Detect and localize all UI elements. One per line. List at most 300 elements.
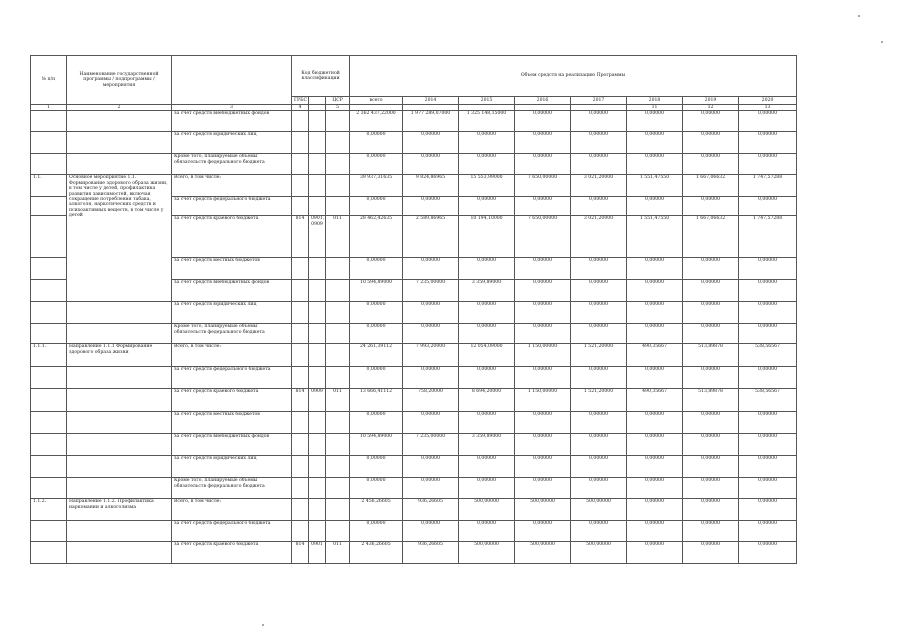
amount-cell: 0,00000	[350, 324, 403, 344]
amount-cell: 0,00000	[403, 478, 459, 499]
scan-speck	[858, 15, 860, 17]
rzpr-code	[309, 478, 326, 499]
amount-cell: 0,00000	[459, 478, 515, 499]
amount-cell: 0,00000	[350, 521, 403, 542]
funding-source: за счет средств местных бюджетов	[172, 258, 292, 280]
amount-cell: 0,00000	[627, 456, 683, 478]
year-header: 2014	[403, 97, 459, 105]
amount-cell: 0,00000	[627, 111, 683, 132]
funding-source: Всего, в том числе:	[172, 499, 292, 521]
amount-cell: 0,00000	[350, 154, 403, 175]
year-header: всего	[350, 97, 403, 105]
amount-cell: 0,00000	[459, 456, 515, 478]
year-header: 2018	[627, 97, 683, 105]
row-index	[31, 478, 67, 499]
funding-source: за счет средств федерального бюджета	[172, 521, 292, 542]
amount-cell: 0,00000	[627, 132, 683, 154]
amount-cell: 0,00000	[515, 412, 571, 434]
row-description	[67, 302, 172, 324]
rzpr-code	[309, 324, 326, 344]
amount-cell: 0,00000	[739, 280, 797, 302]
amount-cell: 0,00000	[627, 542, 683, 564]
row-index	[31, 111, 67, 132]
year-header: 2017	[571, 97, 627, 105]
amount-cell: 0,00000	[403, 258, 459, 280]
grbs-code	[292, 456, 309, 478]
amount-cell: 1 521,20000	[571, 344, 627, 367]
amount-cell: 0,00000	[571, 132, 627, 154]
amount-cell: 0,00000	[515, 132, 571, 154]
funding-source: Кроме того, планируемые объемы обязательств федерального бюджета	[172, 478, 292, 499]
rzpr-code	[309, 280, 326, 302]
amount-cell: 0,00000	[350, 132, 403, 154]
amount-cell: 0,00000	[459, 324, 515, 344]
funding-source: за счет средств юридических лиц	[172, 302, 292, 324]
row-description	[67, 154, 172, 175]
amount-cell: 0,00000	[683, 499, 739, 521]
amount-cell: 0,00000	[515, 521, 571, 542]
row-description	[67, 521, 172, 542]
amount-cell: 7 235,00000	[403, 280, 459, 302]
rzpr-code: 0909	[309, 389, 326, 412]
csr-code: 011	[326, 389, 350, 412]
table-row	[31, 478, 797, 499]
amount-cell: 0,00000	[403, 302, 459, 324]
amount-cell: 538,56567	[739, 389, 797, 412]
amount-cell: 0,00000	[627, 521, 683, 542]
rzpr-code	[309, 367, 326, 389]
grbs-code	[292, 434, 309, 456]
amount-cell: 0,00000	[403, 367, 459, 389]
amount-cell: 3 021,20000	[571, 216, 627, 258]
row-index	[31, 324, 67, 344]
year-header: 2015	[459, 97, 515, 105]
table-row	[31, 344, 797, 367]
amount-cell: 0,00000	[571, 521, 627, 542]
year-header: 2019	[683, 97, 739, 105]
amount-cell: 1 667,06632	[683, 216, 739, 258]
amount-cell: 0,00000	[515, 434, 571, 456]
amount-cell: 500,00000	[571, 499, 627, 521]
amount-cell: 0,00000	[683, 434, 739, 456]
amount-cell: 0,00000	[515, 367, 571, 389]
row-description: Основное мероприятие 1.1. Формирование здорового образа жизни, в том числе у детей, профилактика развития зависимостей, включая сокращение потребления табака, алкоголя, наркотических средств и психоактивных веществ, в том числе у детей	[67, 175, 172, 302]
column-number: 4	[292, 105, 309, 111]
amount-cell: 0,00000	[515, 302, 571, 324]
amount-cell: 0,00000	[459, 197, 515, 216]
amount-cell: 2 436,26605	[350, 542, 403, 564]
amount-cell: 0,00000	[739, 302, 797, 324]
amount-cell: 936,26605	[403, 499, 459, 521]
amount-cell: 10 194,10000	[459, 216, 515, 258]
amount-cell: 513,89878	[683, 389, 739, 412]
row-index: 1.1.1.	[31, 344, 67, 367]
csr-header: ЦСР	[326, 97, 350, 105]
amount-cell: 490,35667	[627, 389, 683, 412]
amount-cell: 1 551,47550	[627, 175, 683, 197]
amount-cell: 1 325 148,15000	[459, 111, 515, 132]
amount-cell: 500,00000	[459, 542, 515, 564]
amount-cell: 1 977 289,07000	[403, 111, 459, 132]
funding-source: за счет средств федерального бюджета	[172, 367, 292, 389]
amount-cell: 490,35667	[627, 344, 683, 367]
amount-cell: 0,00000	[515, 197, 571, 216]
amount-cell: 0,00000	[739, 132, 797, 154]
amount-cell: 0,00000	[515, 324, 571, 344]
row-index	[31, 154, 67, 175]
csr-code	[326, 344, 350, 367]
rzpr-code	[309, 412, 326, 434]
csr-code	[326, 367, 350, 389]
table-row	[31, 132, 797, 154]
amount-cell: 0,00000	[403, 324, 459, 344]
amount-cell: 1 150,00000	[515, 344, 571, 367]
amount-cell: 0,00000	[739, 258, 797, 280]
funding-source: за счет средств внебюджетных фондов	[172, 280, 292, 302]
amount-cell: 1 551,47550	[627, 216, 683, 258]
funding-source: за счет средств краевого бюджета	[172, 389, 292, 412]
amount-cell: 0,00000	[683, 302, 739, 324]
amount-cell: 12 054,09000	[459, 344, 515, 367]
table-row	[31, 324, 797, 344]
row-index	[31, 280, 67, 302]
amount-cell: 0,00000	[571, 197, 627, 216]
amount-cell: 0,00000	[627, 154, 683, 175]
csr-code	[326, 434, 350, 456]
funding-source: за счет средств местных бюджетов	[172, 412, 292, 434]
row-description: Направление 1.1.2. Профилактика наркомании и алкоголизма	[67, 499, 172, 521]
amount-cell: 39 937,31635	[350, 175, 403, 197]
column-number: 11	[627, 105, 683, 111]
amount-cell: 0,00000	[403, 154, 459, 175]
row-index	[31, 216, 67, 258]
csr-code	[326, 111, 350, 132]
rzpr-code	[309, 258, 326, 280]
funding-source: за счет средств краевого бюджета	[172, 216, 292, 258]
amount-cell: 0,00000	[683, 412, 739, 434]
grbs-code: 814	[292, 389, 309, 412]
amount-cell: 500,00000	[515, 499, 571, 521]
csr-code	[326, 499, 350, 521]
amount-cell: 0,00000	[627, 258, 683, 280]
table-row	[31, 111, 797, 132]
csr-code	[326, 154, 350, 175]
amount-cell: 0,00000	[739, 521, 797, 542]
row-index	[31, 542, 67, 564]
amount-cell: 0,00000	[350, 478, 403, 499]
code-header: Код бюджетной классификации	[292, 56, 350, 97]
row-index: 1.1.	[31, 175, 67, 197]
amount-cell: 0,00000	[459, 367, 515, 389]
amount-cell: 24 261,39112	[350, 344, 403, 367]
amount-cell: 0,00000	[683, 111, 739, 132]
table-row	[31, 367, 797, 389]
amount-cell: 0,00000	[350, 367, 403, 389]
amount-cell: 0,00000	[459, 132, 515, 154]
amount-cell: 0,00000	[515, 111, 571, 132]
amount-cell: 0,00000	[683, 258, 739, 280]
rzpr-code: 0901	[309, 542, 326, 564]
amount-cell: 0,00000	[627, 197, 683, 216]
amount-cell: 0,00000	[571, 412, 627, 434]
row-description	[67, 412, 172, 434]
table-row	[31, 542, 797, 564]
amount-cell: 0,00000	[571, 154, 627, 175]
amount-cell: 0,00000	[739, 499, 797, 521]
row-description	[67, 132, 172, 154]
grbs-code	[292, 521, 309, 542]
rzpr-code: 0901, 0909	[309, 216, 326, 258]
rzpr-code	[309, 175, 326, 197]
column-number: 2	[67, 105, 172, 111]
funding-source: за счет средств внебюджетных фондов	[172, 434, 292, 456]
row-index	[31, 258, 67, 280]
csr-code: 011	[326, 216, 350, 258]
amount-cell: 0,00000	[571, 456, 627, 478]
csr-code	[326, 456, 350, 478]
year-header: 2020	[739, 97, 797, 105]
budget-table	[30, 55, 797, 564]
row-index	[31, 302, 67, 324]
row-index: 1.1.2.	[31, 499, 67, 521]
amount-cell: 0,00000	[683, 154, 739, 175]
csr-code	[326, 132, 350, 154]
row-description	[67, 324, 172, 344]
funding-source: Кроме того, планируемые объемы обязательств федерального бюджета	[172, 154, 292, 175]
row-description	[67, 434, 172, 456]
amount-cell: 0,00000	[627, 302, 683, 324]
grbs-code	[292, 344, 309, 367]
amount-cell: 0,00000	[571, 302, 627, 324]
amount-cell: 0,00000	[350, 258, 403, 280]
amount-cell: 0,00000	[403, 197, 459, 216]
amount-cell: 0,00000	[571, 367, 627, 389]
table-row	[31, 412, 797, 434]
grbs-code	[292, 302, 309, 324]
amount-cell: 0,00000	[627, 434, 683, 456]
amount-cell: 513,89878	[683, 344, 739, 367]
rzpr-code	[309, 344, 326, 367]
amount-cell: 500,00000	[459, 499, 515, 521]
grbs-code	[292, 258, 309, 280]
column-number: 5	[326, 105, 350, 111]
rzpr-code	[309, 302, 326, 324]
amount-cell: 0,00000	[350, 302, 403, 324]
rzpr-code	[309, 111, 326, 132]
amount-cell: 0,00000	[683, 280, 739, 302]
row-description	[67, 367, 172, 389]
amount-cell: 1 747,57288	[739, 175, 797, 197]
amount-cell: 0,00000	[739, 412, 797, 434]
amount-cell: 0,00000	[683, 521, 739, 542]
amount-cell: 0,00000	[350, 456, 403, 478]
amount-cell: 0,00000	[403, 412, 459, 434]
row-index	[31, 456, 67, 478]
amount-cell: 0,00000	[571, 324, 627, 344]
funding-source: за счет средств юридических лиц	[172, 132, 292, 154]
amount-cell: 0,00000	[627, 412, 683, 434]
amount-cell: 758,20000	[403, 389, 459, 412]
amount-cell: 1 667,06632	[683, 175, 739, 197]
table-row	[31, 389, 797, 412]
funding-source: за счет средств федерального бюджета	[172, 197, 292, 216]
table-row	[31, 302, 797, 324]
amount-cell: 0,00000	[627, 280, 683, 302]
funding-source: за счет средств краевого бюджета	[172, 542, 292, 564]
funding-source: Всего, в том числе:	[172, 175, 292, 197]
amount-cell: 2 362 437,22000	[350, 111, 403, 132]
funding-source: Всего, в том числе:	[172, 344, 292, 367]
amount-cell: 1 150,00000	[515, 389, 571, 412]
rzpr-code	[309, 499, 326, 521]
amount-cell: 500,00000	[515, 542, 571, 564]
amount-cell: 0,00000	[739, 542, 797, 564]
grbs-header: ГРБС	[292, 97, 309, 105]
row-description	[67, 478, 172, 499]
grbs-code: 814	[292, 542, 309, 564]
amount-cell: 7 993,20000	[403, 344, 459, 367]
row-description	[67, 542, 172, 564]
grbs-code	[292, 154, 309, 175]
source-header	[172, 56, 292, 105]
amount-cell: 0,00000	[683, 456, 739, 478]
amount-cell: 0,00000	[571, 111, 627, 132]
amount-cell: 0,00000	[515, 280, 571, 302]
amount-cell: 0,00000	[739, 456, 797, 478]
csr-code	[326, 521, 350, 542]
table-row	[31, 456, 797, 478]
amount-cell: 3 359,89000	[459, 280, 515, 302]
amount-cell: 9 824,86965	[403, 175, 459, 197]
name-header: Наименование государственной программы / подпрограммы / мероприятия	[67, 56, 172, 105]
amount-cell: 0,00000	[515, 478, 571, 499]
amount-cell: 0,00000	[515, 258, 571, 280]
column-number: 3	[172, 105, 292, 111]
grbs-code	[292, 367, 309, 389]
scan-speck	[881, 41, 883, 43]
amount-cell: 0,00000	[571, 434, 627, 456]
row-description	[67, 456, 172, 478]
amount-cell: 13 666,41112	[350, 389, 403, 412]
amount-cell: 0,00000	[350, 412, 403, 434]
row-index	[31, 367, 67, 389]
funding-source: за счет средств юридических лиц	[172, 456, 292, 478]
grbs-code	[292, 499, 309, 521]
amount-cell: 0,00000	[683, 324, 739, 344]
row-index	[31, 389, 67, 412]
csr-code	[326, 197, 350, 216]
amount-cell: 0,00000	[459, 154, 515, 175]
table-row	[31, 175, 797, 197]
csr-code	[326, 258, 350, 280]
amount-cell: 0,00000	[459, 302, 515, 324]
scan-speck	[262, 624, 264, 626]
amount-cell: 7 650,00000	[515, 175, 571, 197]
table-row	[31, 499, 797, 521]
amount-cell: 0,00000	[627, 499, 683, 521]
amount-cell: 7 235,00000	[403, 434, 459, 456]
row-description	[67, 389, 172, 412]
rzpr-code	[309, 132, 326, 154]
num-header: № п/п	[31, 56, 67, 105]
funding-source: Кроме того, планируемые объемы обязательств федерального бюджета	[172, 324, 292, 344]
amount-cell: 15 553,99000	[459, 175, 515, 197]
amount-cell: 0,00000	[350, 197, 403, 216]
rzpr-code	[309, 197, 326, 216]
row-index	[31, 521, 67, 542]
row-index	[31, 412, 67, 434]
amount-cell: 0,00000	[459, 521, 515, 542]
amount-cell: 0,00000	[515, 456, 571, 478]
csr-code	[326, 175, 350, 197]
csr-code	[326, 412, 350, 434]
grbs-code: 814	[292, 216, 309, 258]
amount-cell: 10 594,89000	[350, 434, 403, 456]
grbs-code	[292, 412, 309, 434]
row-description: Направление 1.1.1 Формирование здорового образа жизни	[67, 344, 172, 367]
csr-code	[326, 324, 350, 344]
amount-cell: 0,00000	[403, 132, 459, 154]
rzpr-code	[309, 434, 326, 456]
amount-cell: 0,00000	[515, 154, 571, 175]
amount-cell: 0,00000	[627, 478, 683, 499]
rzpr-code	[309, 456, 326, 478]
amount-cell: 0,00000	[739, 197, 797, 216]
amount-cell: 0,00000	[683, 197, 739, 216]
row-description	[67, 111, 172, 132]
amount-cell: 0,00000	[627, 324, 683, 344]
amount-cell: 0,00000	[571, 280, 627, 302]
amount-cell: 0,00000	[571, 478, 627, 499]
grbs-code	[292, 197, 309, 216]
table-row	[31, 434, 797, 456]
table-row	[31, 521, 797, 542]
row-index	[31, 434, 67, 456]
column-number: 1	[31, 105, 67, 111]
amount-cell: 500,00000	[571, 542, 627, 564]
column-number: 13	[739, 105, 797, 111]
amount-cell: 0,00000	[739, 434, 797, 456]
amount-cell: 3 021,20000	[571, 175, 627, 197]
grbs-code	[292, 111, 309, 132]
rzpr-code	[309, 154, 326, 175]
amount-cell: 0,00000	[739, 111, 797, 132]
amount-cell: 1 521,20000	[571, 389, 627, 412]
grbs-code	[292, 132, 309, 154]
row-index	[31, 197, 67, 216]
column-number: 12	[683, 105, 739, 111]
amount-cell: 0,00000	[683, 478, 739, 499]
grbs-code	[292, 324, 309, 344]
csr-code	[326, 302, 350, 324]
year-header: 2016	[515, 97, 571, 105]
volume-header: Объем средств на реализацию Программы	[350, 56, 797, 97]
amount-cell: 28 462,42635	[350, 216, 403, 258]
row-index	[31, 132, 67, 154]
amount-cell: 0,00000	[459, 412, 515, 434]
amount-cell: 7 650,00000	[515, 216, 571, 258]
amount-cell: 10 594,89000	[350, 280, 403, 302]
amount-cell: 0,00000	[403, 456, 459, 478]
csr-code: 011	[326, 542, 350, 564]
grbs-code	[292, 280, 309, 302]
funding-source: за счет средств внебюджетных фондов	[172, 111, 292, 132]
amount-cell: 0,00000	[739, 154, 797, 175]
csr-code	[326, 478, 350, 499]
amount-cell: 936,26605	[403, 542, 459, 564]
amount-cell: 2 456,26605	[350, 499, 403, 521]
amount-cell: 0,00000	[739, 367, 797, 389]
